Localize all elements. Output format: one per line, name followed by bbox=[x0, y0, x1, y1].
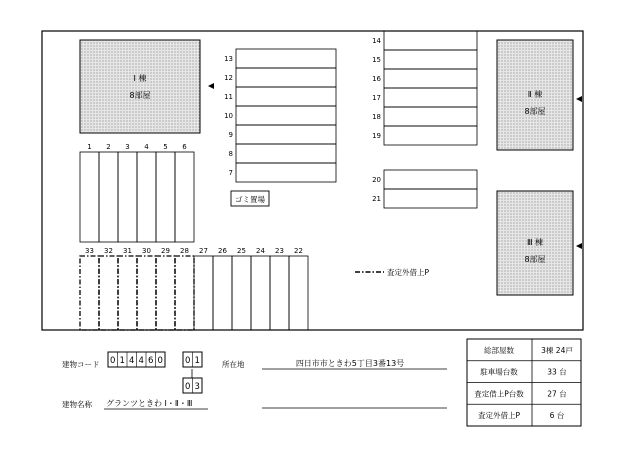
summary-value-0: 3棟 24戸 bbox=[541, 345, 573, 355]
suffix1-digit-0: 0 bbox=[185, 356, 191, 366]
parking-stall-number-32: 32 bbox=[104, 247, 113, 255]
building-1 bbox=[80, 40, 214, 133]
suffix1-digit-1: 1 bbox=[194, 356, 200, 366]
parking-stall-number-12: 12 bbox=[224, 74, 233, 82]
building-3-entrance-arrow bbox=[576, 243, 582, 249]
building-1-shape bbox=[80, 40, 200, 133]
parking-stall-25 bbox=[232, 256, 251, 330]
building-code-suffix-2 bbox=[183, 378, 202, 393]
summary-label-3: 査定外借上P bbox=[477, 411, 521, 421]
parking-stall-number-28: 28 bbox=[180, 247, 189, 255]
code-digit-5: 0 bbox=[157, 356, 163, 366]
parking-stall-number-20: 20 bbox=[372, 176, 381, 184]
parking-stall-number-31: 31 bbox=[123, 247, 132, 255]
parking-stall-number-6: 6 bbox=[182, 143, 187, 151]
parking-stall-number-8: 8 bbox=[228, 150, 233, 158]
parking-stall-number-22: 22 bbox=[294, 247, 303, 255]
parking-stall-number-29: 29 bbox=[161, 247, 170, 255]
parking-stall-number-15: 15 bbox=[372, 56, 381, 64]
parking-stall-number-7: 7 bbox=[228, 169, 233, 177]
building-1-entrance-arrow bbox=[208, 83, 214, 89]
code-digit-3: 4 bbox=[138, 356, 144, 366]
parking-stall-number-25: 25 bbox=[237, 247, 246, 255]
parking-stall-10 bbox=[236, 106, 336, 125]
address-value: 四日市市ときわ5丁目3番13号 bbox=[295, 359, 405, 368]
parking-stall-21 bbox=[384, 189, 477, 208]
parking-stall-23 bbox=[270, 256, 289, 330]
code-digit-1: 1 bbox=[119, 356, 125, 366]
parking-stall-number-18: 18 bbox=[372, 113, 381, 121]
parking-stall-number-27: 27 bbox=[199, 247, 208, 255]
parking-stall-30 bbox=[137, 256, 156, 330]
summary-value-3: 6 台 bbox=[549, 411, 565, 421]
parking-stall-number-13: 13 bbox=[224, 55, 233, 63]
parking-stall-1 bbox=[80, 152, 99, 242]
parking-stall-number-26: 26 bbox=[218, 247, 227, 255]
parking-stall-14 bbox=[384, 31, 477, 50]
parking-stall-12 bbox=[236, 68, 336, 87]
parking-stall-11 bbox=[236, 87, 336, 106]
parking-stall-4 bbox=[137, 152, 156, 242]
parking-stall-6 bbox=[175, 152, 194, 242]
code-digit-2: 4 bbox=[129, 356, 135, 366]
parking-stall-number-9: 9 bbox=[228, 131, 233, 139]
parking-stall-2 bbox=[99, 152, 118, 242]
parking-stall-27 bbox=[194, 256, 213, 330]
building-2-entrance-arrow bbox=[576, 96, 582, 102]
parking-stall-26 bbox=[213, 256, 232, 330]
parking-right-column bbox=[372, 31, 477, 145]
summary-value-2: 27 台 bbox=[547, 389, 567, 399]
parking-stall-15 bbox=[384, 50, 477, 69]
summary-table bbox=[467, 339, 581, 426]
parking-stall-number-5: 5 bbox=[163, 143, 168, 151]
parking-top-row bbox=[80, 143, 194, 242]
parking-stall-17 bbox=[384, 88, 477, 107]
building-3-rooms: 8部屋 bbox=[524, 255, 546, 264]
summary-label-2: 査定借上P台数 bbox=[474, 389, 524, 399]
parking-stall-number-17: 17 bbox=[372, 94, 381, 102]
parking-stall-number-21: 21 bbox=[372, 195, 381, 203]
parking-stall-29 bbox=[156, 256, 175, 330]
building-1-name: Ⅰ 棟 bbox=[133, 74, 147, 83]
parking-stall-33 bbox=[80, 256, 99, 330]
building-code-label: 建物コード bbox=[62, 360, 100, 369]
parking-stall-22 bbox=[289, 256, 308, 330]
building-code-boxes bbox=[108, 352, 165, 367]
parking-stall-number-2: 2 bbox=[106, 143, 111, 151]
building-code-suffix-1 bbox=[183, 352, 202, 367]
building-2-name: Ⅱ 棟 bbox=[527, 90, 543, 99]
building-3 bbox=[497, 191, 582, 295]
building-3-name: Ⅲ 棟 bbox=[526, 238, 544, 247]
parking-right-lower bbox=[372, 170, 477, 208]
parking-stall-number-4: 4 bbox=[144, 143, 149, 151]
legend-label: 査定外借上P bbox=[387, 268, 430, 277]
address-label: 所在地 bbox=[222, 360, 245, 369]
parking-stall-19 bbox=[384, 126, 477, 145]
parking-stall-number-10: 10 bbox=[224, 112, 233, 120]
parking-stall-number-24: 24 bbox=[256, 247, 265, 255]
parking-stall-number-16: 16 bbox=[372, 75, 381, 83]
summary-label-1: 駐車場台数 bbox=[480, 367, 518, 377]
summary-label-0: 総部屋数 bbox=[484, 345, 514, 355]
building-2-rooms: 8部屋 bbox=[524, 107, 546, 116]
parking-stall-number-23: 23 bbox=[275, 247, 284, 255]
building-1-rooms: 8部屋 bbox=[129, 91, 151, 100]
suffix2-digit-0: 0 bbox=[185, 382, 191, 392]
code-digit-0: 0 bbox=[110, 356, 116, 366]
parking-stall-number-19: 19 bbox=[372, 132, 381, 140]
parking-stall-number-3: 3 bbox=[125, 143, 130, 151]
parking-stall-7 bbox=[236, 163, 336, 182]
building-2 bbox=[497, 40, 582, 150]
parking-stall-20 bbox=[384, 170, 477, 189]
parking-stall-16 bbox=[384, 69, 477, 88]
garbage-area-label: ゴミ置場 bbox=[235, 195, 265, 204]
parking-stall-18 bbox=[384, 107, 477, 126]
parking-middle-column bbox=[224, 49, 336, 182]
parking-stall-number-33: 33 bbox=[85, 247, 94, 255]
code-digit-4: 6 bbox=[148, 356, 154, 366]
parking-stall-number-30: 30 bbox=[142, 247, 151, 255]
parking-stall-5 bbox=[156, 152, 175, 242]
parking-stall-9 bbox=[236, 125, 336, 144]
parking-stall-number-1: 1 bbox=[87, 143, 92, 151]
summary-value-1: 33 台 bbox=[547, 367, 567, 377]
parking-stall-31 bbox=[118, 256, 137, 330]
parking-stall-number-11: 11 bbox=[224, 93, 233, 101]
parking-bottom-row bbox=[80, 247, 308, 330]
building-name-label: 建物名称 bbox=[62, 400, 92, 409]
parking-stall-32 bbox=[99, 256, 118, 330]
suffix2-digit-1: 3 bbox=[194, 382, 200, 392]
parking-stall-8 bbox=[236, 144, 336, 163]
parking-stall-13 bbox=[236, 49, 336, 68]
parking-stall-number-14: 14 bbox=[372, 37, 381, 45]
building-name-value: グランツときわ Ⅰ・Ⅱ・Ⅲ bbox=[106, 399, 193, 408]
parking-stall-24 bbox=[251, 256, 270, 330]
parking-stall-28 bbox=[175, 256, 194, 330]
parking-stall-3 bbox=[118, 152, 137, 242]
